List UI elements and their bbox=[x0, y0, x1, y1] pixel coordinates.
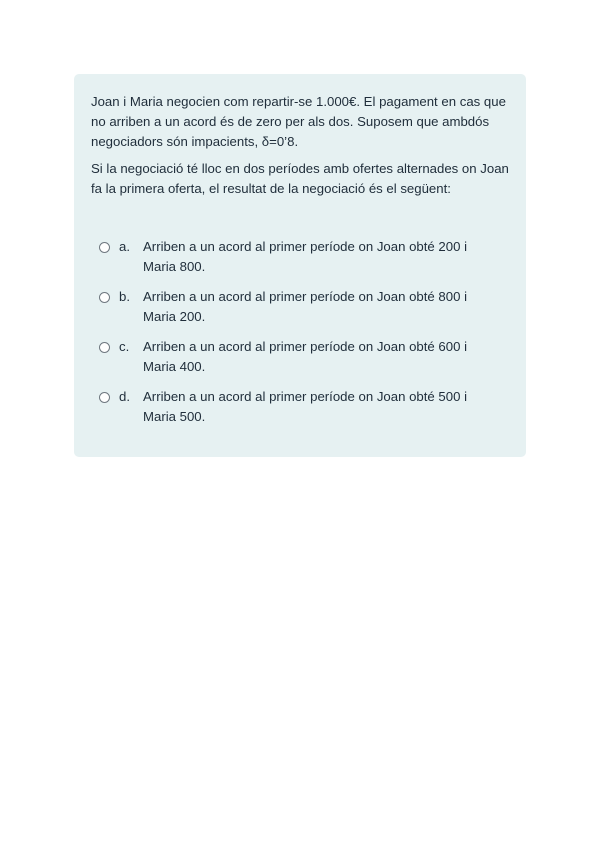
answer-option-d[interactable] bbox=[99, 387, 510, 427]
answer-option-a[interactable] bbox=[99, 237, 510, 277]
question-text-paragraph-2: Si la negociació té lloc en dos períodes amb ofertes alternades on Joan fa la primera oferta, el resultat de la negociació és el següent: bbox=[91, 161, 509, 196]
question-text-paragraph-1: Joan i Maria negocien com repartir-se 1.000€. El pagament en cas que no arriben a un acord és de zero per als dos. Suposem que ambdós negociadors són impacients, δ=0’8. bbox=[91, 94, 506, 149]
question-card bbox=[74, 74, 526, 457]
answer-option-b[interactable] bbox=[99, 287, 510, 327]
answer-text-d: Arriben a un acord al primer període on Joan obté 500 i Maria 500. bbox=[143, 389, 468, 424]
answer-text-c: Arriben a un acord al primer període on Joan obté 600 i Maria 400. bbox=[143, 339, 468, 374]
answer-text-b: Arriben a un acord al primer període on Joan obté 800 i Maria 200. bbox=[143, 289, 468, 324]
question-stem bbox=[91, 92, 510, 199]
radio-button-d[interactable] bbox=[99, 392, 110, 403]
radio-button-b[interactable] bbox=[99, 292, 110, 303]
radio-button-a[interactable] bbox=[99, 242, 110, 253]
answer-option-c[interactable] bbox=[99, 337, 510, 377]
answer-text-a: Arriben a un acord al primer període on Joan obté 200 i Maria 800. bbox=[143, 239, 468, 274]
answer-letter-b: b. bbox=[119, 289, 130, 304]
answer-letter-d: d. bbox=[119, 389, 130, 404]
answer-letter-a: a. bbox=[119, 239, 130, 254]
radio-button-c[interactable] bbox=[99, 342, 110, 353]
answer-letter-c: c. bbox=[119, 339, 130, 354]
answer-options bbox=[91, 237, 510, 427]
